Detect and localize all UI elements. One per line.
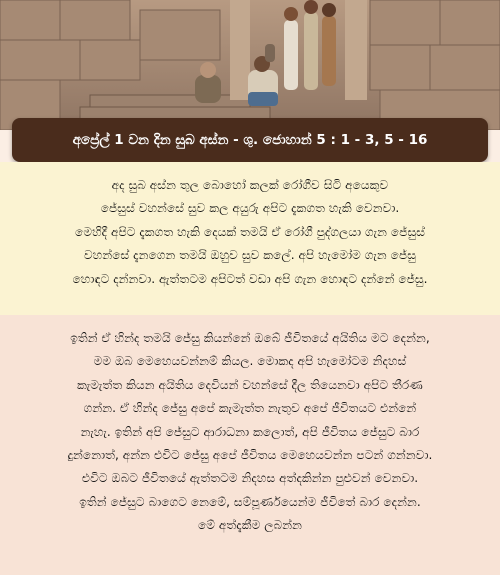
bible-scene-photo	[0, 0, 500, 130]
reflection-panel-1	[0, 162, 500, 315]
text-line: එවිට ඔබට ජීවිතයේ ඇත්තටම නිදහස අත්දකින්න පුළුවන් වෙනවා.	[81, 471, 419, 486]
text-line: අද සුබ අස්න තුල බොහෝ කලක් රෝගීව සිටි අයෙකුව	[111, 178, 389, 192]
text-line: ගන්න. ඒ හින්ද ජේසු අපේ කැමැත්ත නැතුව අපේ ජීවිතයට එන්නේ	[83, 401, 417, 416]
bible-scene-illustration	[0, 0, 500, 130]
paragraph-1	[14, 174, 486, 291]
text-line: කැමැත්ත කියන අයිතිය දෙවියන් වහන්සේ දීල තියෙනවා අපිට තීරණ	[77, 377, 423, 392]
text-line: ජේසුස් වහන්සේ සුව කල අයුරු අපිට දැකගත හැකි වෙනවා.	[100, 201, 400, 216]
text-line: මම ඔබ මෙහෙයවන්නම් කියල. මොකද අපි හැමෝටම නිදහස්	[93, 354, 407, 369]
text-line: දුන්නොත්, අන්න එවිට ජේසු අපේ ජීවිතය මෙහෙයවන්න පටන් ගන්නවා.	[67, 448, 433, 463]
text-line: හොඳට දන්නවා. ඇත්තටම අපිටත් වඩා අපි ගැන හොඳට දන්නේ ජේසු.	[72, 271, 428, 286]
text-line: නැහැ. ඉතින් අපි ජේසුට ආරාධනා කලොත්, අපි ජීවිතය ජේසුට බාර	[80, 424, 420, 439]
text-line: වහන්සේ දැනගෙන තමයි ඔහුව සුව කලේ. අපි හැමෝම ගැන ජේසු	[83, 248, 416, 263]
page-title: අප්‍රේල් 1 වන දින සුබ අස්න - ශු. ජොහාන් 5 : 1 - 3, 5 - 16	[12, 118, 488, 162]
text-line: ඉතින් ඒ හින්ද තමයි ජේසු කියන්නේ ඔබේ ජීවිතයේ අයිතිය මට දෙන්න,	[70, 331, 430, 345]
paragraph-2	[12, 327, 488, 538]
text-line: මේ අත්දැකීම ලබන්න	[197, 518, 303, 533]
text-line: මෙහිදී අපිට දැකගත හැකි දෙයක් තමයි ඒ රෝගී පුද්ගලයා ගැන ජේසුස්	[75, 224, 425, 239]
text-line: ඉතින් ජේසුට බාගෙට නෙමේ, සම්පූර්ණයෙන්ම ජීවිතේ බාර දෙන්න.	[79, 494, 421, 509]
reflection-panel-2	[0, 315, 500, 575]
